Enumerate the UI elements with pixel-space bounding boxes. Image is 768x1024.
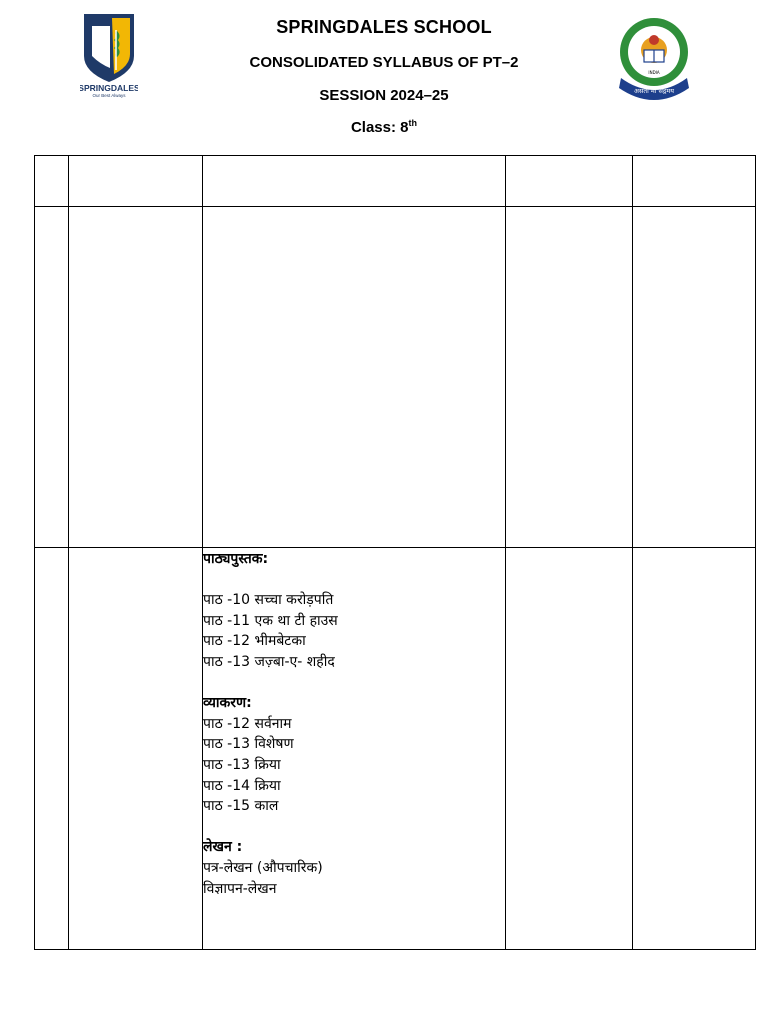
springdales-logo-tagline: Our Best Always (92, 93, 126, 98)
table-row (35, 548, 756, 950)
table-cell (633, 548, 756, 950)
table-cell (633, 156, 756, 207)
class-label: Class: 8th (350, 118, 418, 136)
table-cell (506, 548, 633, 950)
syllabus-content-cell (203, 548, 506, 950)
table-cell (69, 156, 203, 207)
table-cell (35, 156, 69, 207)
table-cell (203, 156, 506, 207)
table-cell (203, 207, 506, 548)
list-item: विज्ञापन-लेखन (203, 880, 277, 897)
table-cell (69, 207, 203, 548)
cbse-logo (617, 14, 691, 100)
document-subtitle: CONSOLIDATED SYLLABUS OF PT–2 (249, 54, 519, 71)
list-item: पाठ -12 सर्वनाम (203, 715, 292, 732)
list-item: पाठ -12 भीमबेटका (203, 633, 306, 650)
session-label: SESSION 2024–25 (319, 87, 449, 104)
table-row (35, 156, 756, 207)
table-cell (35, 548, 69, 950)
list-item: पाठ -13 विशेषण (203, 736, 294, 753)
table-cell (69, 548, 203, 950)
springdales-logo-text: SPRINGDALES (80, 83, 138, 93)
writing-heading: लेखन : (203, 839, 243, 856)
table-cell (506, 156, 633, 207)
school-name: SPRINGDALES SCHOOL (276, 17, 492, 37)
table-row (35, 207, 756, 548)
cbse-logo-ribbon: असतो मा सद्गमय (634, 87, 674, 95)
cbse-logo-small: INDIA (648, 70, 660, 75)
table-cell (633, 207, 756, 548)
grammar-heading: व्याकरण: (203, 695, 252, 712)
list-item: पाठ -11 एक था टी हाउस (203, 612, 338, 629)
list-item: पाठ -14 क्रिया (203, 777, 281, 794)
list-item: पाठ -13 जज़्बा-ए- शहीद (203, 653, 335, 670)
syllabus-table (34, 155, 756, 950)
textbook-heading: पाठ्यपुस्तक: (203, 551, 269, 567)
table-cell (506, 207, 633, 548)
list-item: पत्र-लेखन (औपचारिक) (203, 859, 323, 876)
list-item: पाठ -15 काल (203, 798, 279, 815)
list-item: पाठ -13 क्रिया (203, 756, 281, 773)
list-item: पाठ -10 सच्चा करोड़पति (203, 592, 334, 609)
table-cell (35, 207, 69, 548)
